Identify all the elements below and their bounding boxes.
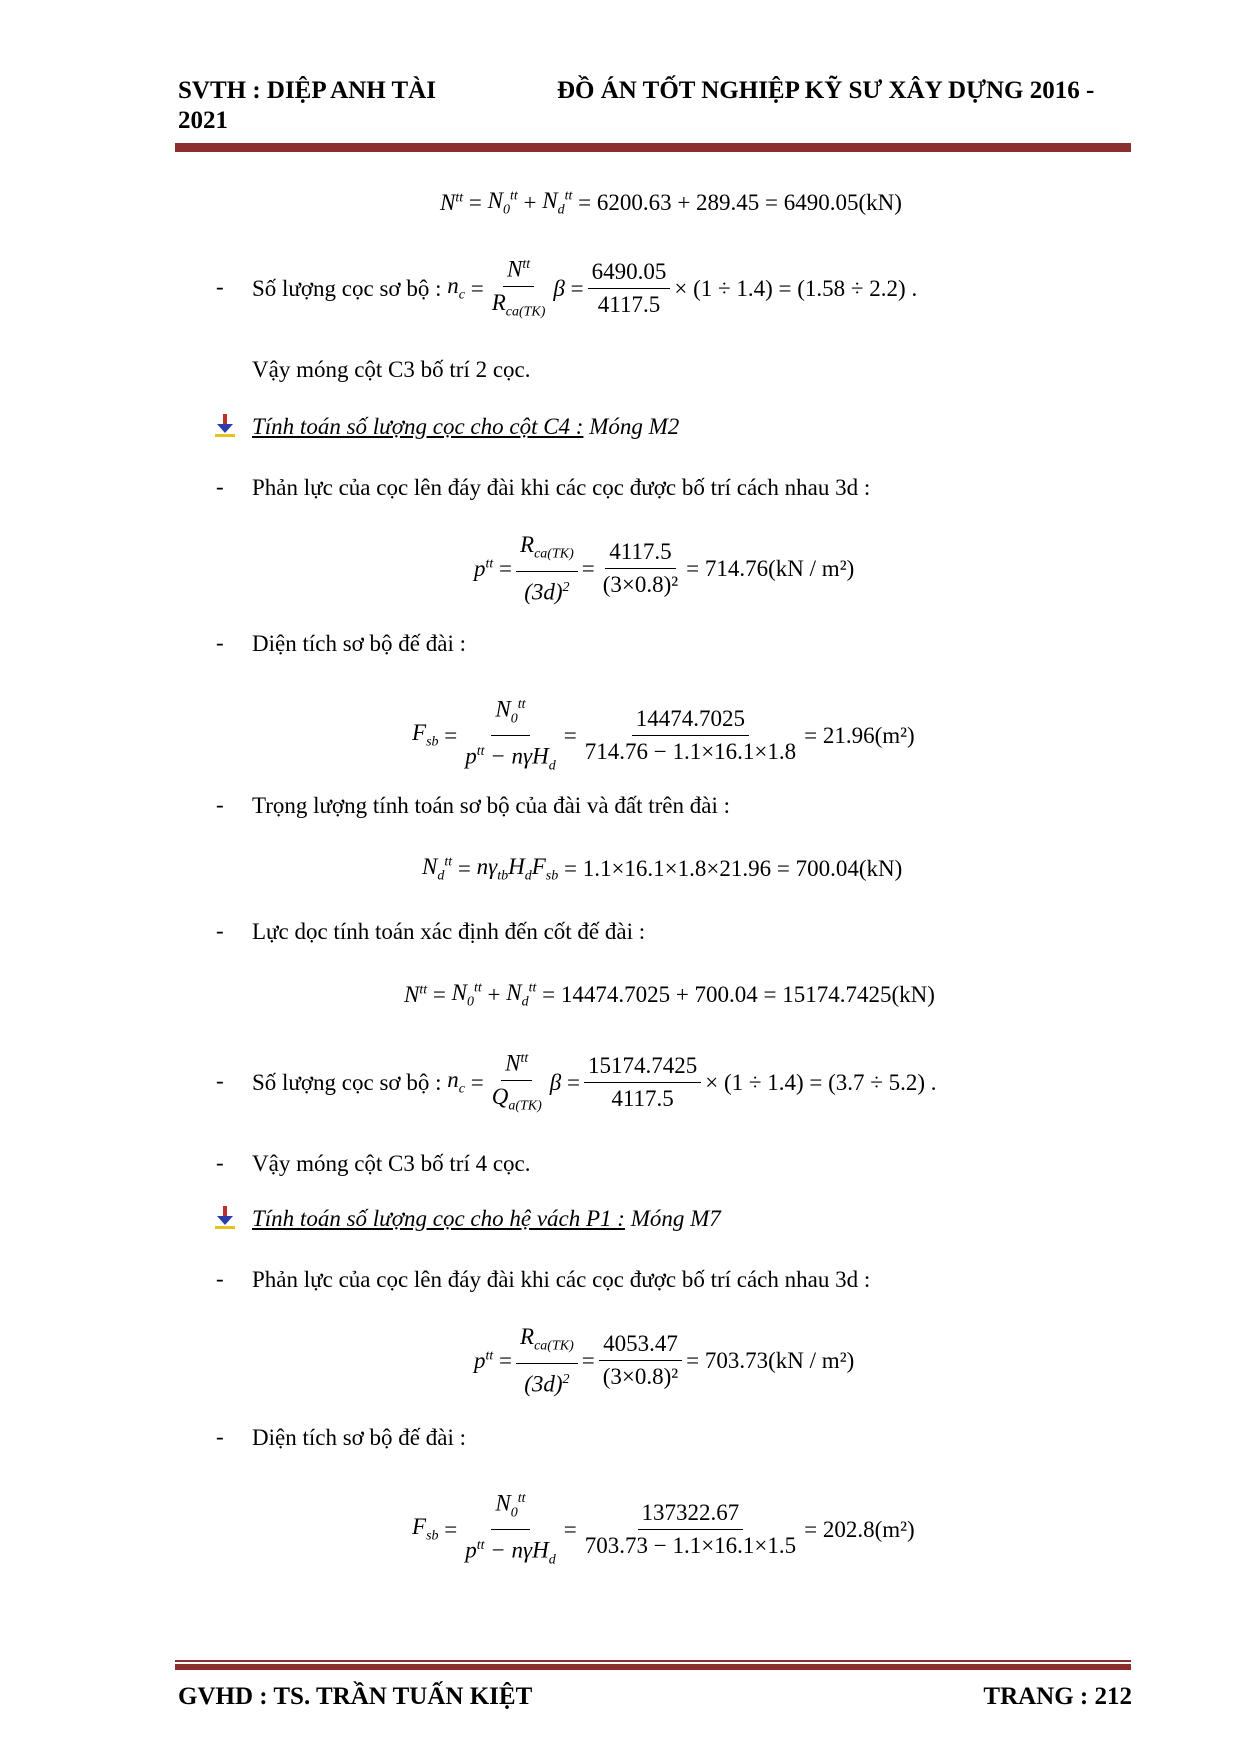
- reaction-label-p1: Phản lực của cọc lên đáy đài khi các cọc được bố trí cách nhau 3d :: [252, 1267, 871, 1292]
- arrow-bullet-icon: [214, 414, 236, 438]
- equation-pile-count-c4: Số lượng cọc sơ bộ : $n_c$ = $\frac{N^{tt}}{Q_{a(TK)}}$ β = $\frac{15174.7425}{4117.5}$ × (1 ÷ 1.4) = (3.7 ÷ 5.2) .: [252, 1046, 937, 1119]
- conclusion-c4: Vậy móng cột C3 bố trí 4 cọc.: [252, 1151, 531, 1176]
- equation-n-tt-c3: $N^{tt}$ = $N_0^{tt}$ + $N_d^{tt}$ = 6200.63 + 289.45 = 6490.05(kN): [440, 188, 902, 218]
- area-label-c4: Diện tích sơ bộ đế đài :: [252, 631, 467, 656]
- equation-f-sb-p1: $F_{sb}$ = $\frac{N_0^{tt}}{p^{tt} - n\gamma H_d}$ = $\frac{137322.67}{703.73 - 1.1\times 16.1\times 1.5}$ = 202.8(m²): [412, 1486, 915, 1574]
- dash: -: [216, 918, 224, 943]
- axial-label: Lực dọc tính toán xác định đến cốt đế đài :: [252, 919, 646, 944]
- reaction-label-c4: Phản lực của cọc lên đáy đài khi các cọc được bố trí cách nhau 3d :: [252, 475, 871, 500]
- pile-count-label: Số lượng cọc sơ bộ :: [252, 1069, 442, 1095]
- heading-c4: Tính toán số lượng cọc cho cột C4 : Móng M2: [252, 414, 680, 439]
- footer-rule: [175, 1664, 1131, 1670]
- equation-n-d: $N_d^{tt}$ = $n\gamma_{tb}H_dF_{sb}$ = 1.1×16.1×1.8×21.96 = 700.04(kN): [422, 854, 903, 884]
- dash: -: [216, 792, 224, 817]
- equation-p-tt-p1: $p^{tt}$ = $\frac{R_{ca(TK)}}{(3d)^2}$ = $\frac{4053.47}{\text{(3×0.8)²}}$ = 703.73(kN / m²): [474, 1324, 855, 1397]
- dash: -: [216, 1424, 224, 1449]
- dash: -: [216, 630, 224, 655]
- pile-count-label: Số lượng cọc sơ bộ :: [252, 275, 442, 301]
- arrow-bullet-icon: [214, 1206, 236, 1230]
- dash: -: [216, 274, 224, 299]
- header-year: 2021: [178, 107, 228, 134]
- dash: -: [216, 1150, 224, 1175]
- header-student: SVTH : DIỆP ANH TÀI: [178, 77, 436, 104]
- dash: -: [216, 1266, 224, 1291]
- dash: -: [216, 474, 224, 499]
- conclusion-c3: Vậy móng cột C3 bố trí 2 cọc.: [252, 357, 531, 382]
- footer-page-number: TRANG : 212: [983, 1683, 1132, 1710]
- header-title: ĐỒ ÁN TỐT NGHIỆP KỸ SƯ XÂY DỰNG 2016 -: [557, 77, 1095, 104]
- footer-advisor: GVHD : TS. TRẦN TUẤN KIỆT: [178, 1683, 533, 1710]
- dash: -: [216, 1068, 224, 1093]
- equation-f-sb-c4: $F_{sb}$ = $\frac{N_0^{tt}}{p^{tt} - n\gamma H_d}$ = $\frac{14474.7025}{714.76 - 1.1\times 16.1\times 1.8}$ = 21.96(m²): [412, 692, 915, 780]
- heading-p1: Tính toán số lượng cọc cho hệ vách P1 : Móng M7: [252, 1206, 721, 1231]
- weight-label: Trọng lượng tính toán sơ bộ của đài và đất trên đài :: [252, 793, 730, 818]
- footer-rule-top: [175, 1660, 1131, 1662]
- header-rule: [175, 143, 1131, 152]
- area-label-p1: Diện tích sơ bộ đế đài :: [252, 1425, 467, 1450]
- equation-pile-count-c3: Số lượng cọc sơ bộ : $n_c$ = $\frac{N^{tt}}{R_{ca(TK)}}$ β = $\frac{6490.05}{4117.5}$ × (1 ÷ 1.4) = (1.58 ÷ 2.2) .: [252, 252, 917, 325]
- equation-p-tt-c4: $p^{tt}$ = $\frac{R_{ca(TK)}}{(3d)^2}$ = $\frac{4117.5}{\text{(3×0.8)²}}$ = 714.76(kN / m²): [474, 532, 855, 605]
- equation-n-tt-c4: $N^{tt}$ = $N_0^{tt}$ + $N_d^{tt}$ = 14474.7025 + 700.04 = 15174.7425(kN): [404, 980, 935, 1010]
